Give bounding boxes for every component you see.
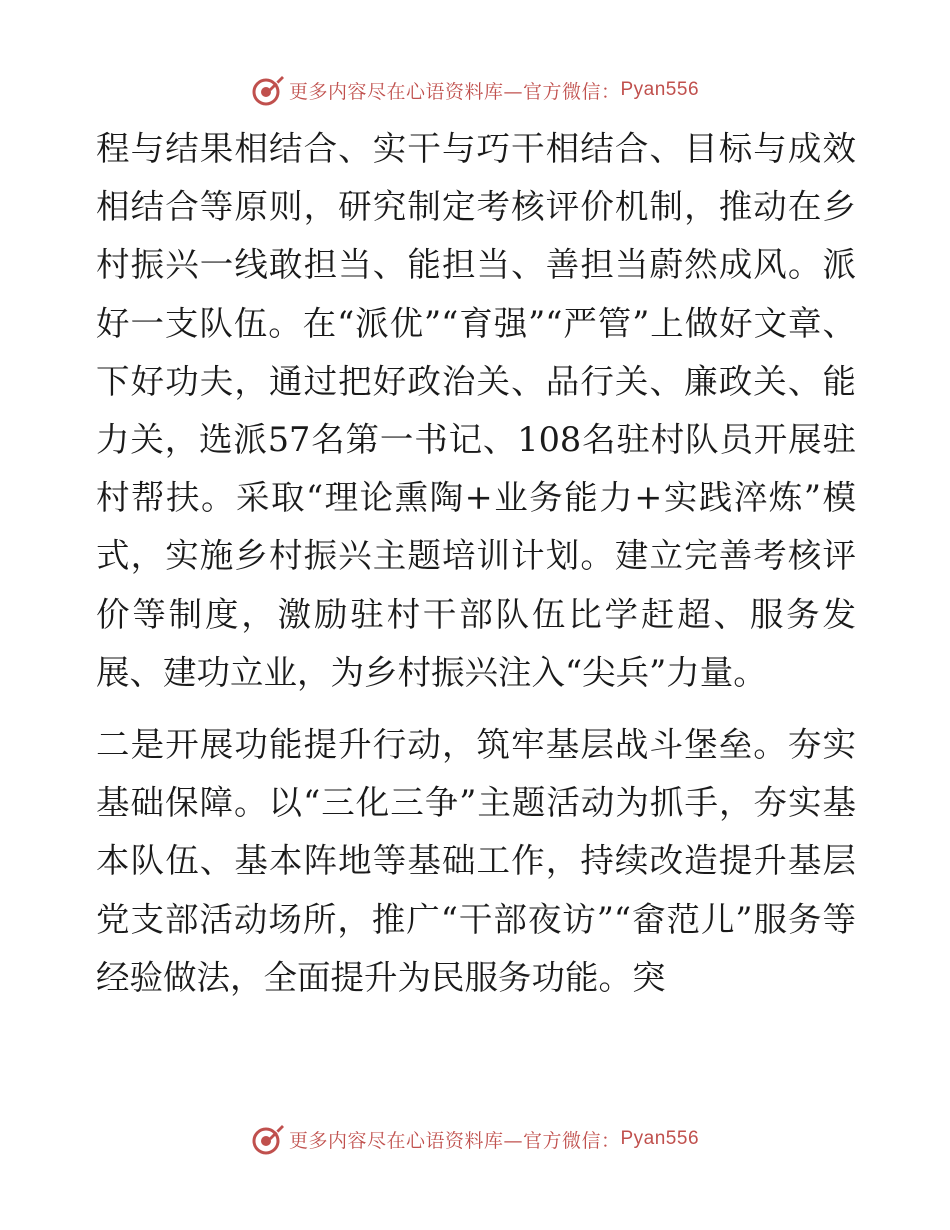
header-banner	[0, 73, 950, 107]
footer-wechat-id: Pyan556	[620, 1128, 700, 1149]
quill-seal-icon	[251, 73, 285, 107]
paragraph-1: 程与结果相结合、实干与巧干相结合、目标与成效相结合等原则，研究制定考核评价机制，推动在乡村振兴一线敢担当、能担当、善担当蔚然成风。派好一支队伍。在“派优”“育强”“严管”上做好文章、下好功夫，通过把好政治关、品行关、廉政关、能力关，选派57名第一书记、108名驻村队员开展驻村帮扶。采取“理论熏陶+业务能力+实践淬炼”模式，实施乡村振兴主题培训计划。建立完善考核评价等制度，激励驻村干部队伍比学赶超、服务发展、建功立业，为乡村振兴注入“尖兵”力量。	[96, 129, 856, 692]
footer-banner-text: 更多内容尽在心语资料库—官方微信：	[288, 1129, 621, 1152]
quill-seal-icon	[251, 1122, 285, 1156]
header-wechat-id: Pyan556	[620, 79, 700, 100]
body-text	[96, 120, 856, 1007]
header-banner-text: 更多内容尽在心语资料库—官方微信：	[288, 80, 621, 103]
footer-banner	[0, 1122, 950, 1156]
paragraph-2: 二是开展功能提升行动，筑牢基层战斗堡垒。夯实基础保障。以“三化三争”主题活动为抓手，夯实基本队伍、基本阵地等基础工作，持续改造提升基层党支部活动场所，推广“干部夜访”“畲范儿”服务等经验做法，全面提升为民服务功能。突	[96, 725, 856, 997]
